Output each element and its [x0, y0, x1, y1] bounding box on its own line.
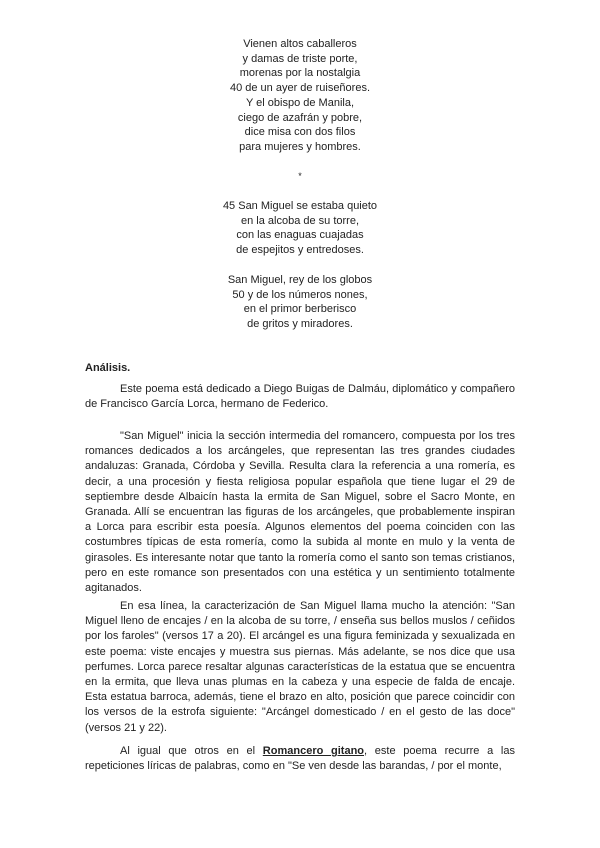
verse-line: en la alcoba de su torre, [240, 214, 360, 227]
verse-line: 50 y de los números nones, [232, 288, 368, 301]
verse-line: 40 de un ayer de ruiseñores. [229, 82, 371, 95]
analysis-paragraph-4 [85, 744, 515, 774]
verse-line: San Miguel, rey de los globos [227, 274, 373, 286]
verse-line: morenas por la nostalgia [239, 67, 361, 80]
verse-line: en el primor berberisco [243, 303, 357, 316]
analysis-paragraph-2: "San Miguel" inicia la sección intermedia del romancero, compuesta por los tres romances dedicados a los arcángeles, que representan las tres grandes ciudades andaluzas: Granada, Córdoba y Sevilla. Resulta clara la referencia a una romería, es decir, a una procesión y fiesta religiosa popular española que tiene lugar el 29 de septiembre desde Albaicín hasta la ermita de San Miguel, sobre el Sacro Monte, en Granada. Allí se encuentran las figuras de los arcángeles, que probablemente inspiran a Lorca para escribir esta poesía. Algunos elementos del poema coinciden con las costumbres típicas de esta romería, como la subida al monte en mulo y la venta de girasoles. Es interesante notar que tanto la romería como el santo son temas cristianos, pero en este romance son presentados con una estética y un sentimiento totalmente agitanados. [85, 430, 515, 595]
verse-line: dice misa con dos filos [244, 126, 356, 139]
verse-line: de espejitos y entredoses. [236, 244, 364, 257]
verse-line: ciego de azafrán y pobre, [237, 111, 363, 124]
analysis-heading: Análisis. [85, 362, 131, 374]
paragraph-text: , este poema recurre a las repeticiones líricas de palabras, como en "Se ven desde las barandas, / por el monte, [85, 745, 515, 773]
verse-line: con las enaguas cuajadas [236, 229, 364, 242]
poem-stanza-2 [0, 199, 600, 258]
verse-line: y damas de triste porte, [242, 52, 358, 65]
verse-line: 45 San Miguel se estaba quieto [222, 200, 378, 212]
verse-line: Y el obispo de Manila, [245, 96, 355, 109]
verse-line: de gritos y miradores. [247, 318, 353, 331]
analysis-paragraph-3: En esa línea, la caracterización de San Miguel llama mucho la atención: "San Miguel lleno de encajes / en la alcoba de su torre, / enseña sus bellos muslos / ceñidos por los faroles" (versos 17 a 20). El arcángel es una figura feminizada y sexualizada en este poema: viste encajes y muestra sus piernas. Más adelante, se nos dice que usa perfumes. Lorca parece resaltar algunas características de la estatua que se encuentra en la ermita, que lleva unas plumas en la cabeza y una especie de falda de encaje. Esta estatua barroca, además, tiene el brazo en alto, posición que parece coincidir con los versos de la estrofa siguiente: "Arcángel domesticado / en el gesto de las doce" (versos 21 y 22). [85, 600, 515, 734]
verse-line: para mujeres y hombres. [239, 140, 361, 153]
paragraph-text: Al igual que otros en el [120, 745, 263, 757]
analysis-paragraph-1: Este poema está dedicado a Diego Buigas de Dalmáu, diplomático y compañero de Francisco García Lorca, hermano de Federico. [85, 383, 515, 411]
stanza-separator: * [298, 171, 302, 181]
poem-stanza-3 [0, 273, 600, 332]
verse-line: Vienen altos caballeros [243, 38, 357, 50]
romancero-gitano-link[interactable]: Romancero gitano [262, 745, 365, 757]
poem-stanza-1 [0, 37, 600, 155]
